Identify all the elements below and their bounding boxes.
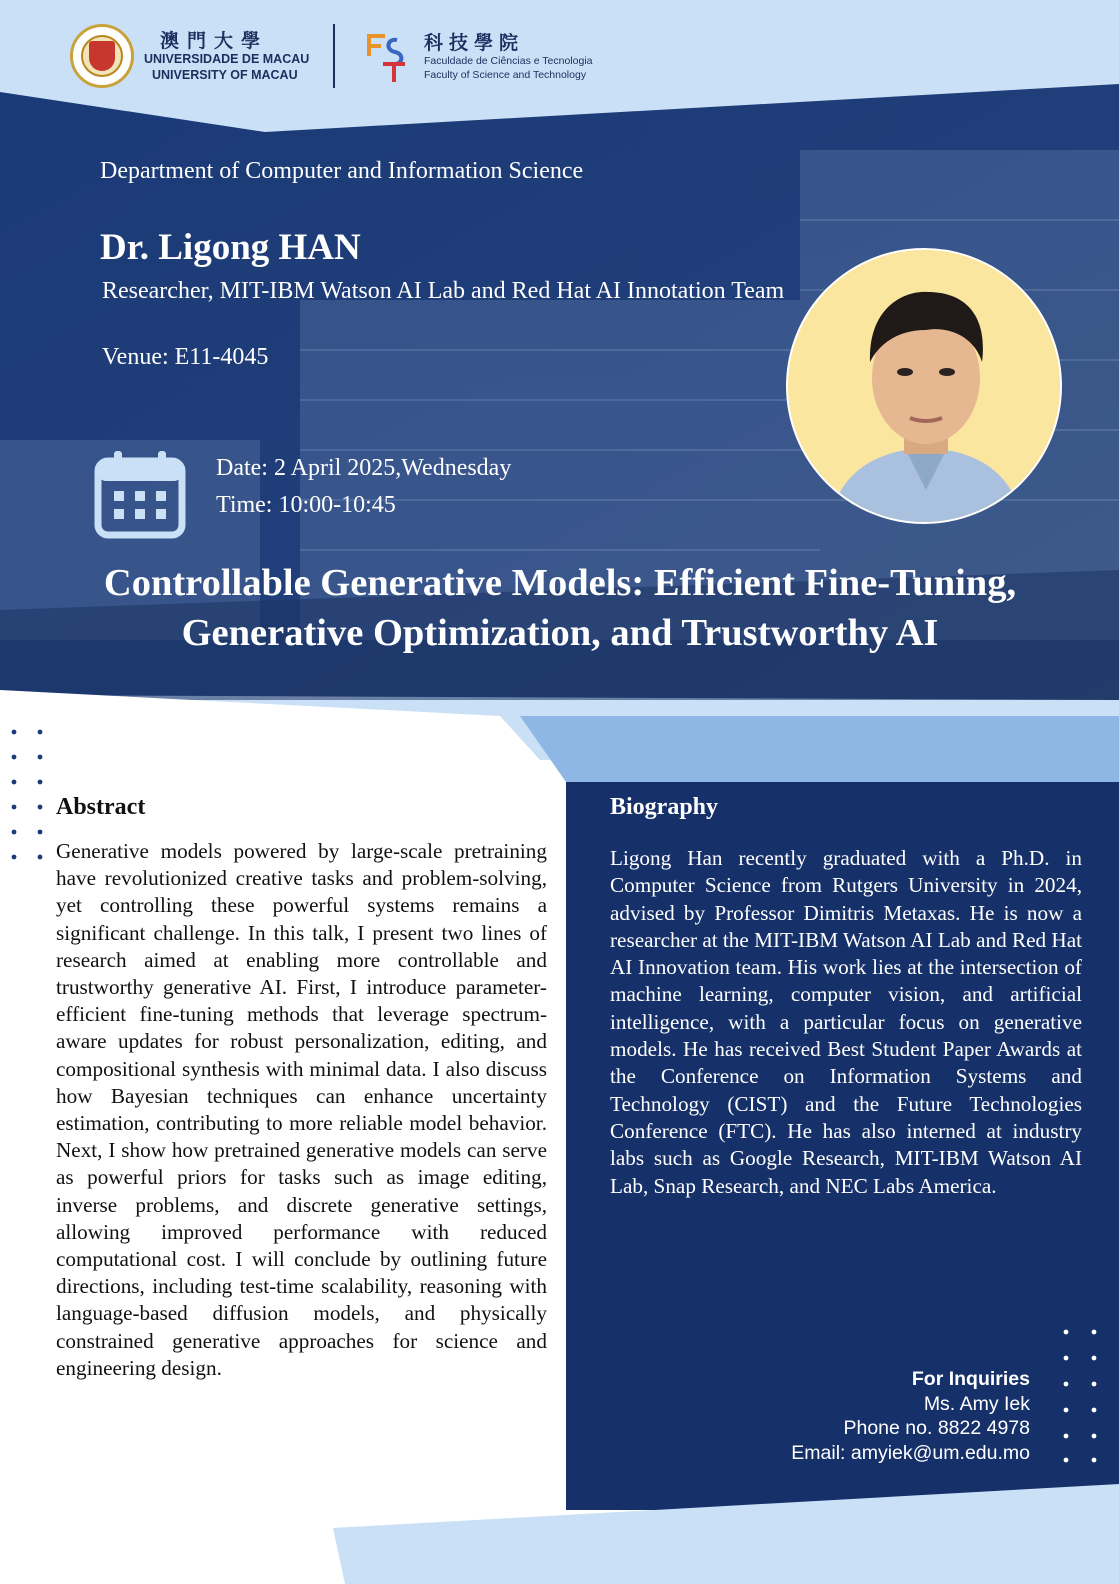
faculty-name-english: Faculty of Science and Technology bbox=[424, 69, 587, 81]
university-name-portuguese: UNIVERSIDADE DE MACAU bbox=[144, 52, 310, 66]
speaker-name: Dr. Ligong HAN bbox=[100, 227, 361, 268]
venue: Venue: E11-4045 bbox=[102, 344, 269, 370]
decorative-dots-right bbox=[1058, 1326, 1108, 1466]
inquiries-heading: For Inquiries bbox=[911, 1368, 1030, 1390]
talk-title-line-1: Controllable Generative Models: Efficient Fine-Tuning, bbox=[103, 562, 1017, 604]
event-time: Time: 10:00-10:45 bbox=[216, 492, 396, 518]
abstract-text: Generative models powered by large-scale pretraining have revolutionized creative tasks and problem-solving, yet controlling these powerful systems remains a significant challenge. In this talk, I present two lines of research aimed at enabling more controllable and trustworthy generative AI. First, I introduce parameter-efficient fine-tuning methods that leverage spectrum-aware updates for robust personalization, editing, and compositional synthesis with minimal data. I also discuss how Bayesian techniques can enhance uncertainty estimation, contributing to more reliable model behavior. Next, I show how pretrained generative models can serve as powerful priors for tasks such as image editing, inverse problems, and discrete generative settings, allowing improved performance with reduced computational cost. I will conclude by outlining future directions, including test-time scalability, reasoning with language-based diffusion models, and physically constrained generative approaches for science and engineering design. bbox=[56, 839, 547, 1380]
fst-logo bbox=[363, 28, 409, 86]
biography-text: Ligong Han recently graduated with a Ph.D. in Computer Science from Rutgers University in 2024, advised by Professor Dimitris Metaxas. He is now a researcher at the MIT-IBM Watson AI Lab and Red Hat AI Innovation team. His work lies at the intersection of machine learning, computer vision, and artificial intelligence, with a particular focus on generative models. He has received Best Student Paper Awards at the Conference on Information Systems and Technology (CIST) and the Future Technologies Conference (FTC). He has also interned at industry labs such as Google Research, MIT-IBM Watson AI Lab, Snap Research, and NEC Labs America. bbox=[610, 846, 1082, 1198]
speaker-role: Researcher, MIT-IBM Watson AI Lab and Red Hat AI Innotation Team bbox=[102, 278, 785, 304]
talk-title-line-2: Generative Optimization, and Trustworthy AI bbox=[181, 612, 939, 654]
faculty-name-chinese: 科技學院 bbox=[424, 32, 525, 54]
department-name: Department of Computer and Information Science bbox=[100, 158, 584, 184]
university-name-english: UNIVERSITY OF MACAU bbox=[152, 68, 298, 82]
inquiries-phone: Phone no. 8822 4978 bbox=[843, 1417, 1030, 1439]
abstract-heading: Abstract bbox=[56, 794, 146, 820]
inquiries-block bbox=[791, 1367, 1030, 1465]
talk-title bbox=[30, 558, 1090, 658]
faculty-name-portuguese: Faculdade de Ciências e Tecnologia bbox=[424, 55, 593, 67]
university-name-chinese: 澳門大學 bbox=[160, 30, 269, 52]
header-logos bbox=[0, 0, 1119, 110]
inquiries-contact: Ms. Amy Iek bbox=[923, 1392, 1030, 1415]
biography-heading: Biography bbox=[610, 794, 719, 820]
speaker-photo bbox=[786, 248, 1062, 524]
inquiries-email[interactable]: Email: amyiek@um.edu.mo bbox=[791, 1441, 1030, 1464]
decorative-dots-left bbox=[8, 726, 48, 866]
calendar-icon bbox=[92, 449, 188, 539]
event-date: Date: 2 April 2025,Wednesday bbox=[216, 455, 512, 481]
university-seal-logo bbox=[70, 24, 134, 88]
logo-divider bbox=[333, 24, 335, 88]
